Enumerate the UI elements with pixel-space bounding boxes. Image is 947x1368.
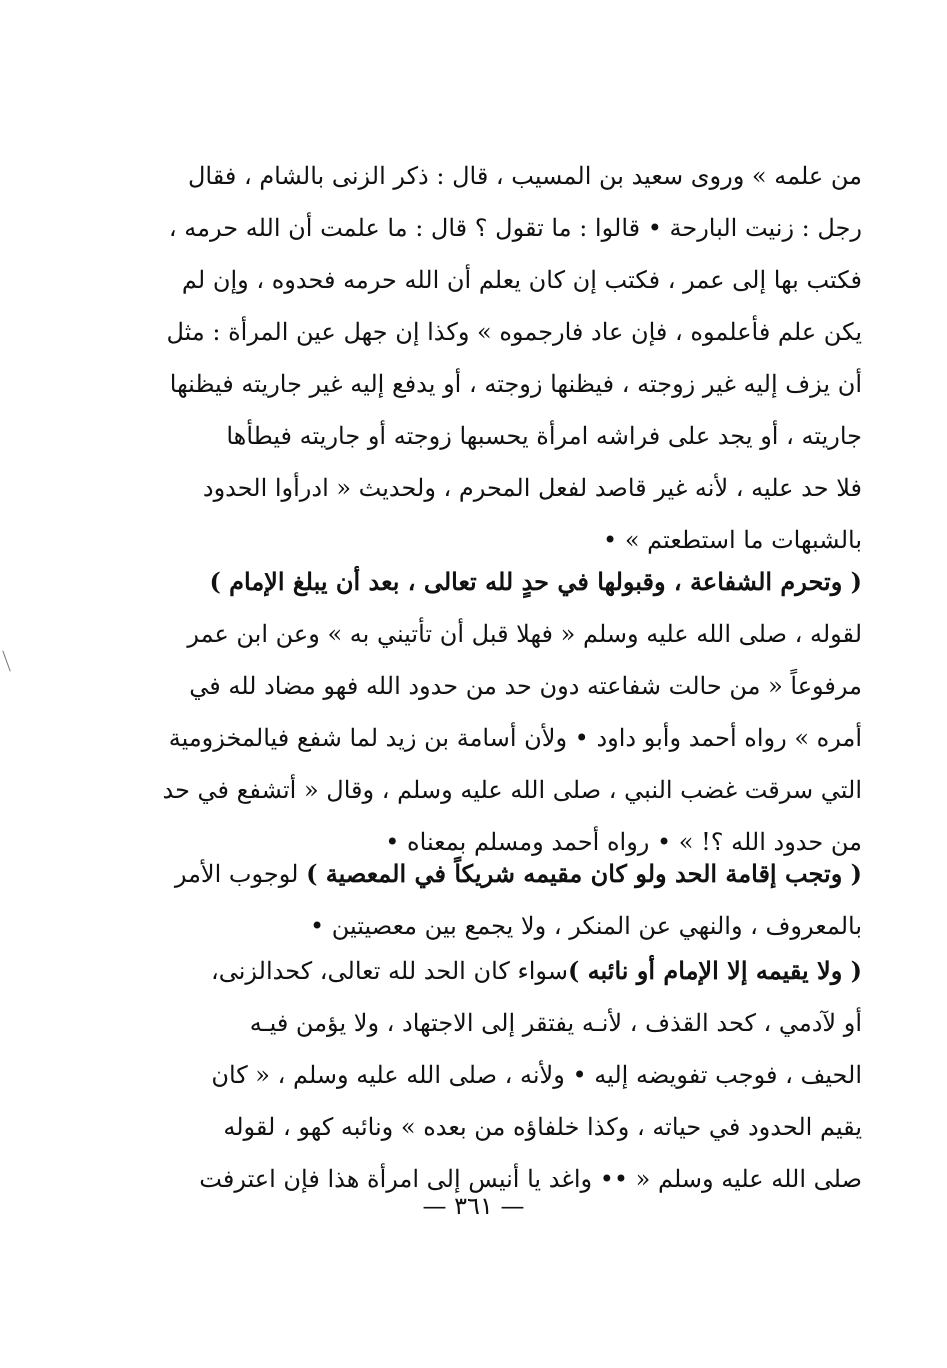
text-line: أمره » رواه أحمد وأبو داود • ولأن أسامة بن زيد لما شفع فيالمخزومية [168,724,862,752]
text-line: من علمه » وروى سعيد بن المسيب ، قال : ذكر الزنى بالشام ، فقال [187,162,862,190]
text-line: أن يزف إليه غير زوجته ، فيظنها زوجته ، أو يدفع إليه غير جاريته فيظنها [169,370,862,398]
text-line: جاريته ، أو يجد على فراشه امرأة يحسبها زوجته أو جاريته فيطأها [226,422,862,450]
matn-heading: ( وتجب إقامة الحد ولو كان مقيمه شريكاً في المعصية ) [306,859,862,888]
text-line: لقوله ، صلى الله عليه وسلم « فهلا قبل أن تأتيني به » وعن ابن عمر [187,620,862,648]
text-line: فكتب بها إلى عمر ، فكتب إن كان يعلم أن الله حرمه فحدوه ، وإن لم [181,266,862,294]
paragraph-2 [162,556,862,868]
text-line: التي سرقت غضب النبي ، صلى الله عليه وسلم ، وقال « أتشفع في حد [162,776,862,804]
text-line: يكن علم فأعلموه ، فإن عاد فارجموه » وكذا إن جهل عين المرأة : مثل [166,318,862,346]
text-line: الحيف ، فوجب تفويضه إليه • ولأنه ، صلى الله عليه وسلم ، « كان [211,1061,862,1089]
text-line: أو لآدمي ، كحد القذف ، لأنـه يفتقر إلى الاجتهاد ، ولا يؤمن فيـه [249,1009,862,1037]
text-line: رجل : زنيت البارحة • قالوا : ما تقول ؟ قال : ما علمت أن الله حرمه ، [168,214,862,242]
text-line [212,945,862,997]
text-line: يقيم الحدود في حياته ، وكذا خلفاؤه من بعده » ونائبه كهو ، لقوله [223,1113,862,1141]
page-number: — ٣٦١ — [422,1192,525,1220]
paragraph-4 [199,945,862,1205]
scan-edge-mark [2,650,10,671]
text-line: من حدود الله ؟! » • رواه أحمد ومسلم بمعناه • [385,828,862,856]
matn-heading: ( ولا يقيمه إلا الإمام أو نائبه ) [567,956,862,985]
paragraph-1 [166,150,862,566]
commentary-text: سواء كان الحد لله تعالى، كحدالزنى، [210,957,568,985]
commentary-text: لوجوب الأمر [174,860,307,888]
text-line: صلى الله عليه وسلم « •• واغد يا أنيس إلى امرأة هذا فإن اعترفت [199,1165,862,1193]
matn-heading: ( وتحرم الشفاعة ، وقبولها في حدٍ لله تعالى ، بعد أن يبلغ الإمام ) [209,567,862,596]
paragraph-3 [174,848,862,952]
text-line [174,848,862,900]
text-line: بالمعروف ، والنهي عن المنكر ، ولا يجمع بين معصيتين • [310,912,862,940]
text-line: مرفوعاً « من حالت شفاعته دون حد من حدود الله فهو مضاد لله في [189,672,862,700]
text-line: فلا حد عليه ، لأنه غير قاصد لفعل المحرم ، ولحديث « ادرأوا الحدود [202,474,862,502]
text-line: بالشبهات ما استطعتم » • [603,526,862,554]
